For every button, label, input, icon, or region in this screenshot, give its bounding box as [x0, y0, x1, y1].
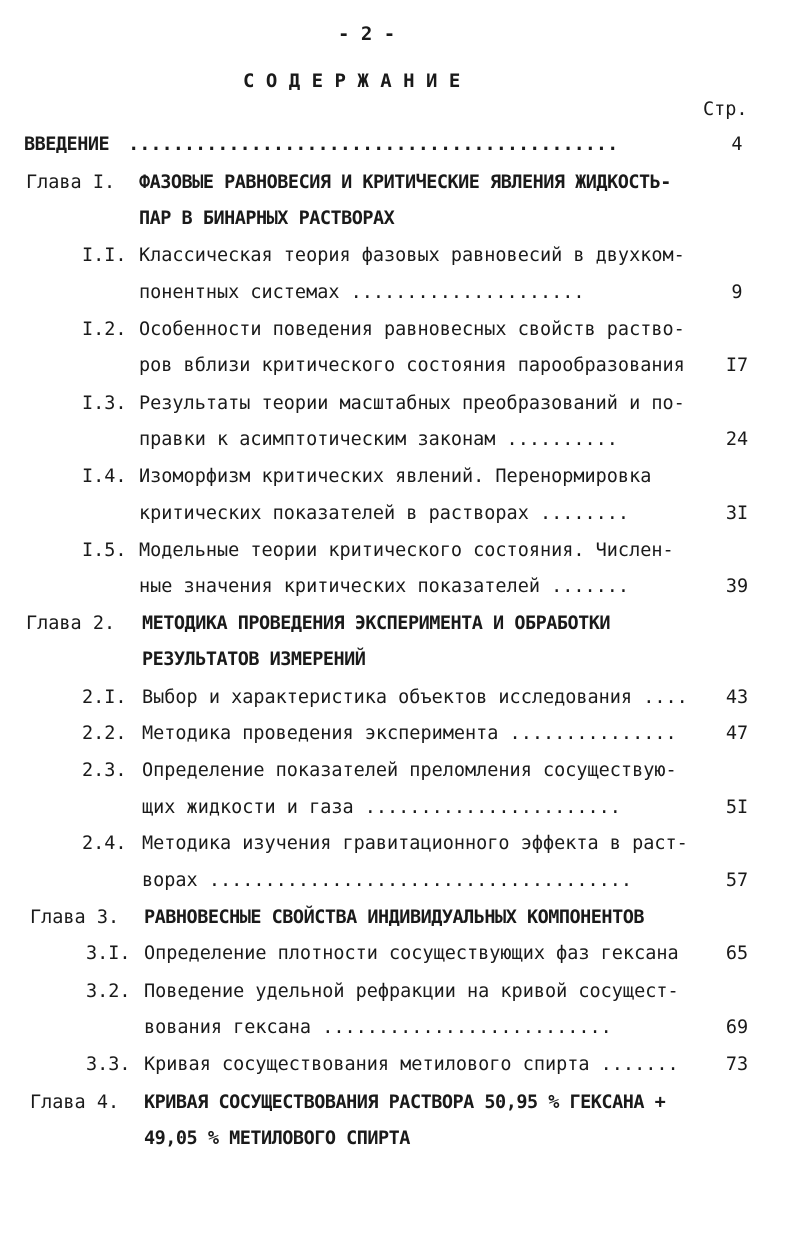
- toc-page-number: 47: [725, 723, 749, 744]
- toc-section-title-line2: критических показателей в растворах ........: [139, 503, 630, 524]
- toc-section-title-line1: Выбор и характеристика объектов исследования ....: [142, 687, 688, 708]
- toc-page-number: 24: [725, 429, 749, 450]
- page-column-header: Стр.: [703, 99, 748, 120]
- toc-section-title-line1: Методика изучения гравитационного эффекта в раст-: [142, 833, 688, 854]
- toc-chapter-title-line1: РАВНОВЕСНЫЕ СВОЙСТВА ИНДИВИДУАЛЬНЫХ КОМПОНЕНТОВ: [144, 907, 644, 928]
- toc-page-number: 65: [725, 943, 749, 964]
- toc-section-title-line2: вования гексана ..........................: [144, 1017, 612, 1038]
- toc-chapter-title-line1: МЕТОДИКА ПРОВЕДЕНИЯ ЭКСПЕРИМЕНТА И ОБРАБОТКИ: [142, 613, 611, 634]
- toc-page-number: 39: [725, 576, 749, 597]
- toc-section-title-line1: Кривая сосуществования метилового спирта .......: [144, 1054, 679, 1075]
- toc-page-number: I7: [725, 355, 749, 376]
- toc-section-title-line1: Методика проведения эксперимента ...............: [142, 723, 677, 744]
- toc-section-title-line1: Особенности поведения равновесных свойств раство-: [139, 319, 685, 340]
- toc-page-number: 43: [725, 687, 749, 708]
- toc-section-number: 2.4.: [82, 833, 127, 854]
- toc-section-title-line2: правки к асимптотическим законам ..........: [139, 429, 618, 450]
- toc-section-number: I.4.: [82, 466, 127, 487]
- toc-section-number: I.3.: [82, 393, 127, 414]
- toc-section-title-line1: Поведение удельной рефракции на кривой сосущест-: [144, 981, 679, 1002]
- toc-chapter-number: Глава I.: [26, 172, 116, 193]
- toc-section-title-line1: Определение показателей преломления сосуществую-: [142, 760, 677, 781]
- toc-chapter-title-line2: 49,05 % МЕТИЛОВОГО СПИРТА: [144, 1128, 410, 1149]
- toc-section-title-line1: Модельные теории критического состояния. Числен-: [139, 540, 674, 561]
- toc-page-number: 57: [725, 870, 749, 891]
- toc-section-title-line2: ворах ......................................: [142, 870, 633, 891]
- toc-section-number: 3.I.: [86, 943, 131, 964]
- toc-section-title-line2: щих жидкости и газа .......................: [142, 797, 621, 818]
- toc-section-title-line1: Классическая теория фазовых равновесий в двухком-: [139, 245, 685, 266]
- toc-chapter-title-line2: РЕЗУЛЬТАТОВ ИЗМЕРЕНИЙ: [142, 649, 366, 670]
- toc-section-title-line2: ров вблизи критического состояния парообразования: [139, 355, 685, 376]
- toc-chapter-number: Глава 2.: [26, 613, 116, 634]
- toc-section-number: 2.I.: [82, 687, 127, 708]
- toc-section-title-line1: Результаты теории масштабных преобразований и по-: [139, 393, 685, 414]
- toc-section-number: 2.2.: [82, 723, 127, 744]
- page-number: - 2 -: [338, 23, 396, 45]
- toc-chapter-number: Глава 3.: [30, 907, 120, 928]
- toc-chapter-title-line1: ФАЗОВЫЕ РАВНОВЕСИЯ И КРИТИЧЕСКИЕ ЯВЛЕНИЯ ЖИДКОСТЬ-: [139, 172, 671, 193]
- toc-section-title-line2: ные значения критических показателей .......: [139, 576, 630, 597]
- toc-page-number: 3I: [725, 503, 749, 524]
- toc-section-title-line1: Определение плотности сосуществующих фаз гексана: [144, 943, 679, 964]
- toc-section-number: I.2.: [82, 319, 127, 340]
- toc-section-title-line2: понентных системах .....................: [139, 282, 585, 303]
- toc-section-number: 3.3.: [86, 1054, 131, 1075]
- toc-page-number: 69: [725, 1017, 749, 1038]
- toc-page-number: 5I: [725, 797, 749, 818]
- toc-page-number: 4: [731, 134, 743, 155]
- toc-chapter-number: Глава 4.: [30, 1092, 120, 1113]
- toc-chapter-title-line1: КРИВАЯ СОСУЩЕСТВОВАНИЯ РАСТВОРА 50,95 % ГЕКСАНА +: [144, 1092, 666, 1113]
- toc-chapter-title-line2: ПАР В БИНАРНЫХ РАСТВОРАХ: [139, 208, 395, 229]
- toc-page-number: 73: [725, 1054, 749, 1075]
- toc-page-number: 9: [731, 282, 743, 303]
- toc-section-number: I.I.: [82, 245, 127, 266]
- toc-section-title-line1: Изоморфизм критических явлений. Перенормировка: [139, 466, 652, 487]
- toc-intro-label: ВВЕДЕНИЕ: [24, 134, 110, 155]
- toc-section-number: 2.3.: [82, 760, 127, 781]
- page-title: С О Д Е Р Ж А Н И Е: [243, 70, 461, 92]
- toc-section-number: 3.2.: [86, 981, 131, 1002]
- toc-section-number: I.5.: [82, 540, 127, 561]
- toc-intro-dots: ............................................: [117, 136, 619, 155]
